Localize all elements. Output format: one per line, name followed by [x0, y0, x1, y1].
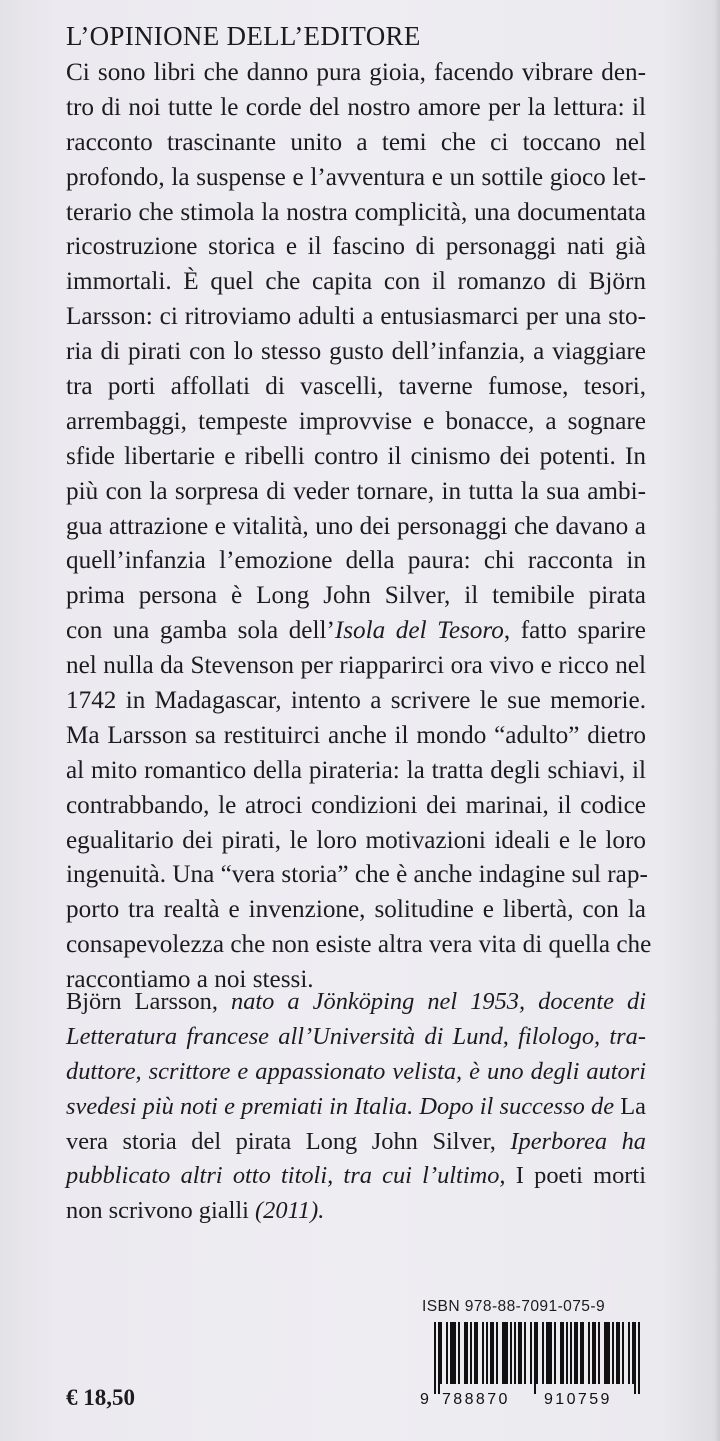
barcode-bar [612, 1322, 614, 1384]
barcode-digit-first: 9 [420, 1391, 432, 1408]
barcode-bar [450, 1322, 452, 1384]
barcode-bar [530, 1322, 532, 1384]
barcode-bar [622, 1322, 624, 1384]
barcode-bar [474, 1322, 476, 1384]
body-text-line: nel nulla da Stevenson per riapparirci ora vivo e ricco nel [66, 652, 646, 680]
barcode-bar [580, 1322, 582, 1384]
barcode-bar [582, 1322, 584, 1384]
barcode-bar [576, 1322, 578, 1384]
bio-italic-text: (2011). [255, 1197, 325, 1225]
bio-text-line [66, 1020, 646, 1055]
barcode-bar [598, 1322, 600, 1384]
body-text-line: egualitario dei pirati, le loro motivazioni ideali e le loro [66, 826, 646, 854]
body-text-line: ingenuità. Una “vera storia” che è anche indagine sul rap- [66, 861, 648, 889]
barcode-bar [524, 1322, 526, 1384]
bio-italic-text: duttore, scrittore e appassionato velista, è uno degli autori [66, 1057, 646, 1085]
bio-roman-text: non scrivono gialli [66, 1197, 256, 1225]
body-text-line: terario che stimola la nostra complicità, una documentata [66, 198, 646, 226]
barcode-bar [574, 1322, 576, 1384]
barcode-bar [604, 1322, 606, 1384]
barcode-bar [562, 1322, 564, 1384]
bio-italic-text: pubblicato altri otto titoli, tra cui l’ultimo, [66, 1162, 516, 1190]
barcode-bar [570, 1322, 572, 1384]
body-text-line: tra porti affollati di vascelli, taverne fumose, tesori, [66, 373, 646, 401]
body-text-line: raccontiamo a noi stessi. [66, 966, 314, 994]
bio-italic-text: Letteratura francese all’Università di Lund, filologo, tra- [66, 1022, 646, 1050]
bio-text-line [66, 985, 646, 1020]
barcode-bar [634, 1322, 636, 1394]
body-text-line: più con la sorpresa di veder tornare, in tutta la sua ambi- [66, 477, 646, 505]
bio-text-line [66, 1090, 646, 1125]
barcode-bar [434, 1322, 436, 1394]
barcode-bar [466, 1322, 468, 1384]
barcode-bar [638, 1322, 640, 1394]
body-text-fragment: , fatto sparire [503, 617, 646, 645]
isbn-barcode [418, 1298, 646, 1408]
body-text-line: arrembaggi, tempeste improvvise e bonacce, a sognare [66, 407, 646, 435]
barcode-bar [482, 1322, 484, 1384]
bio-italic-text: nato a Jönköping nel 1953, docente di [231, 988, 646, 1015]
bio-roman-text: Björn Larsson, [66, 988, 231, 1015]
barcode-bar [628, 1322, 630, 1384]
barcode-bar [510, 1322, 512, 1384]
barcode-bar [548, 1322, 550, 1384]
barcode-bar [618, 1322, 620, 1384]
barcode-bar [554, 1322, 556, 1384]
body-text-line: tro di noi tutte le corde del nostro amore per la lettura: il [66, 93, 646, 121]
barcode-bar [446, 1322, 448, 1384]
barcode-bar [502, 1322, 504, 1384]
body-text-line: profondo, la suspense e l’avventura e un sottile gioco let- [66, 163, 646, 191]
cover-edge-shadow [714, 0, 720, 1441]
barcode-bar [608, 1322, 610, 1384]
barcode-bar [464, 1322, 466, 1384]
author-bio [66, 985, 646, 1229]
barcode-digits-left: 788870 [442, 1391, 510, 1408]
body-text-fragment: con una gamba sola dell’ [66, 617, 335, 645]
barcode-bar [594, 1322, 596, 1384]
price-label: € 18,50 [66, 1385, 135, 1410]
bio-text-line [66, 1159, 646, 1194]
barcode-bar [490, 1322, 492, 1384]
barcode-bar [606, 1322, 608, 1384]
body-text-line: consapevolezza che non esiste altra vera vita di quella che [66, 931, 652, 959]
barcode-bar [492, 1322, 494, 1384]
editor-opinion-text [66, 56, 652, 998]
bio-roman-text: La [620, 1092, 646, 1120]
barcode-bar [520, 1322, 522, 1384]
body-text-line: Ci sono libri che danno pura gioia, facendo vibrare den- [66, 59, 646, 86]
barcode-icon [418, 1322, 646, 1408]
bio-text-line [66, 1055, 646, 1090]
barcode-bar [476, 1322, 478, 1384]
barcode-bar [486, 1322, 488, 1384]
body-text-line: contrabbando, le atroci condizioni dei marinai, il codice [66, 791, 646, 819]
body-text-line: Larsson: ci ritroviamo adulti a entusiasmarci per una sto- [66, 303, 646, 331]
body-text-line: immortali. È quel che capita con il romanzo di Björn [66, 268, 646, 296]
barcode-bar [592, 1322, 594, 1384]
barcode-bar [566, 1322, 568, 1384]
barcode-bar [496, 1322, 498, 1384]
body-text-line: gua attrazione e vitalità, uno dei personaggi che davano a [66, 512, 646, 540]
bio-italic-text: Iperborea ha [510, 1127, 646, 1155]
body-text-line: porto tra realtà e invenzione, solitudine e libertà, con la [66, 896, 646, 924]
barcode-bar [546, 1322, 548, 1384]
barcode-bar [514, 1322, 516, 1384]
barcode-bar [470, 1322, 472, 1384]
bio-text-line [66, 1125, 646, 1160]
body-text-line: racconto trascinante unito a temi che ci toccano nel [66, 128, 646, 156]
book-title-italic: Isola del Tesoro [334, 617, 504, 645]
barcode-bar [504, 1322, 506, 1384]
barcode-bar [588, 1322, 590, 1384]
bio-roman-text: I poeti morti [515, 1162, 646, 1190]
barcode-bar [440, 1322, 442, 1384]
barcode-bar [616, 1322, 618, 1384]
body-text-line: sfide libertarie e ribelli contro il cinismo dei potenti. In [66, 442, 646, 470]
barcode-bar [534, 1322, 536, 1394]
barcode-digits-right: 910759 [544, 1391, 612, 1408]
body-text-line: ricostruzione storica e il fascino di personaggi nati già [66, 233, 646, 261]
barcode-bar [560, 1322, 562, 1384]
bio-italic-text: svedesi più noti e premiati in Italia. Dopo il successo de [66, 1092, 621, 1120]
body-text-line: quell’infanzia l’emozione della paura: chi racconta in [66, 547, 646, 575]
body-text-line: al mito romantico della pirateria: la tratta degli schiavi, il [66, 756, 646, 784]
body-text-line: prima persona è Long John Silver, il temibile pirata [66, 582, 646, 610]
body-text-line: ria di pirati con lo stesso gusto dell’infanzia, a viaggiare [66, 338, 646, 366]
barcode-bar [542, 1322, 544, 1384]
barcode-bar [506, 1322, 508, 1384]
barcode-bar [454, 1322, 456, 1384]
body-text-line: Ma Larsson sa restituirci anche il mondo “adulto” dietro [66, 721, 646, 749]
section-heading: L’OPINIONE DELL’EDITORE [66, 21, 421, 51]
body-text-line: 1742 in Madagascar, intento a scrivere le sue memorie. [66, 687, 646, 715]
barcode-bar [452, 1322, 454, 1384]
barcode-bar [518, 1322, 520, 1384]
bio-text-line [66, 1194, 646, 1229]
bio-roman-text: vera storia del pirata Long John Silver, [66, 1127, 511, 1155]
barcode-bar [438, 1322, 440, 1394]
barcode-bar [550, 1322, 552, 1384]
barcode-bar [536, 1322, 538, 1384]
barcode-bar [632, 1322, 634, 1384]
body-text-line [66, 614, 646, 649]
isbn-label: ISBN 978-88-7091-075-9 [422, 1298, 606, 1315]
barcode-bar [458, 1322, 460, 1384]
